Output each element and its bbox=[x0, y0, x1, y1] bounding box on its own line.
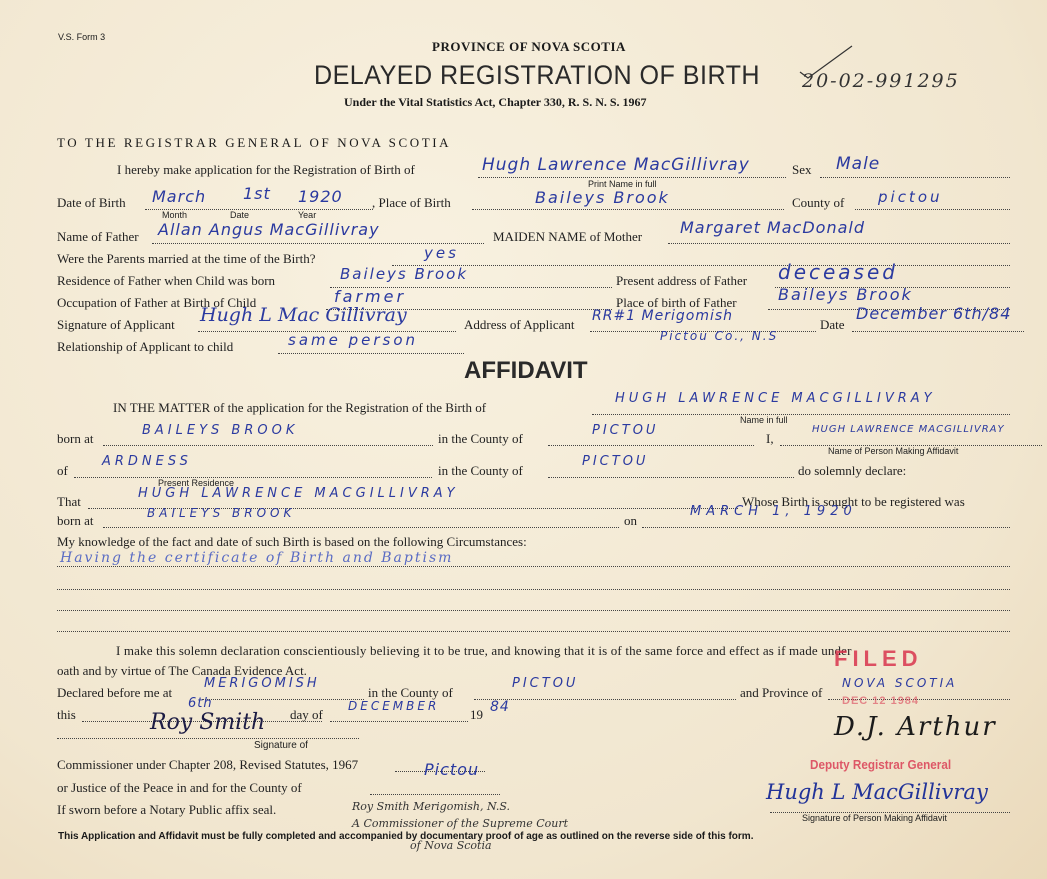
on-label: on bbox=[624, 513, 637, 528]
seal-line-2: A Commissioner of the Supreme Court bbox=[352, 817, 569, 830]
document-title: DELAYED REGISTRATION OF BIRTH bbox=[314, 60, 761, 90]
registrar-signature: D.J. Arthur bbox=[834, 712, 997, 742]
affiant-label: Signature of Person Making Affidavit bbox=[802, 813, 947, 823]
county-value: pictou bbox=[878, 188, 943, 206]
married-line bbox=[392, 265, 1010, 266]
child-name: Hugh Lawrence MacGillivray bbox=[482, 155, 750, 175]
knowledge-line-4 bbox=[57, 631, 1010, 632]
seal-line-1: Roy Smith Merigomish, N.S. bbox=[352, 800, 511, 813]
knowledge-label: My knowledge of the fact and date of such Birth is based on the following Circumstances: bbox=[57, 534, 527, 549]
pob-label: , Place of Birth bbox=[372, 195, 451, 210]
year-prefix: 19 bbox=[470, 707, 483, 722]
knowledge-line-1 bbox=[57, 566, 1010, 567]
on-value: MARCH 1, 1920 bbox=[690, 504, 857, 519]
deputy-registrar-stamp: Deputy Registrar General bbox=[810, 757, 952, 772]
occupation-value: farmer bbox=[334, 287, 407, 306]
relationship-value: same person bbox=[288, 331, 419, 349]
of-value: ARDNESS bbox=[102, 454, 192, 469]
knowledge-line-3 bbox=[57, 610, 1010, 611]
affidavit-county: PICTOU bbox=[592, 423, 659, 438]
sex-value: Male bbox=[836, 154, 881, 174]
dob-month: March bbox=[152, 187, 207, 206]
address-label: Address of Applicant bbox=[464, 317, 575, 332]
present-address-value: deceased bbox=[778, 260, 898, 284]
born-at-line bbox=[103, 445, 433, 446]
sex-label: Sex bbox=[792, 162, 812, 177]
present-address-label: Present address of Father bbox=[616, 273, 748, 288]
county-line-2 bbox=[548, 477, 794, 478]
province-value: NOVA SCOTIA bbox=[842, 676, 958, 690]
matter-line bbox=[592, 414, 1010, 415]
father-pob-label: Place of birth of Father bbox=[616, 295, 737, 310]
registration-number: 20-02-991295 bbox=[802, 70, 960, 92]
mother-name: Margaret MacDonald bbox=[680, 218, 865, 237]
declared-county-label: in the County of bbox=[368, 685, 453, 700]
commissioner-sig-line bbox=[57, 738, 359, 739]
person-value: HUGH LAWRENCE MACGILLIVRAY bbox=[812, 424, 1005, 435]
county-line-1 bbox=[548, 445, 754, 446]
year-hint: Year bbox=[298, 210, 317, 220]
that-label: That bbox=[57, 494, 81, 509]
father-label: Name of Father bbox=[57, 229, 139, 244]
filed-date-stamp: DEC 12 1984 bbox=[842, 695, 920, 707]
solemn-line-2: oath and by virtue of The Canada Evidence Act. bbox=[57, 663, 307, 678]
applicant-signature: Hugh L Mac Gillivray bbox=[200, 304, 407, 326]
signature-of-label: Signature of bbox=[254, 740, 308, 751]
residence-label: Residence of Father when Child was born bbox=[57, 273, 276, 288]
residence-value: Baileys Brook bbox=[340, 265, 469, 283]
in-county-label-2: in the County of bbox=[438, 463, 523, 478]
form-number: V.S. Form 3 bbox=[58, 32, 106, 42]
name-full-hint: Name in full bbox=[740, 415, 788, 425]
province-label: and Province of bbox=[740, 685, 823, 700]
month-hint: Month bbox=[162, 210, 188, 220]
county-label: County of bbox=[792, 195, 845, 210]
declared-value: MERIGOMISH bbox=[204, 676, 320, 691]
born-at-label: born at bbox=[57, 431, 94, 446]
pob-line bbox=[472, 209, 784, 210]
declared-county: PICTOU bbox=[512, 676, 579, 691]
father-name: Allan Angus MacGillivray bbox=[158, 220, 380, 239]
document-subtitle: Under the Vital Statistics Act, Chapter 330, R. S. N. S. 1967 bbox=[344, 95, 647, 109]
date-hint: Date bbox=[230, 210, 250, 220]
filed-stamp: FILED bbox=[834, 646, 923, 671]
signature-label: Signature of Applicant bbox=[57, 317, 175, 332]
sex-line bbox=[820, 177, 1010, 178]
notary-label: If sworn before a Notary Public affix seal. bbox=[57, 802, 277, 817]
dob-day: 1st bbox=[243, 184, 271, 203]
knowledge-line-2 bbox=[57, 589, 1010, 590]
affiant-signature: Hugh L MacGillivray bbox=[766, 780, 988, 804]
province-heading: PROVINCE OF NOVA SCOTIA bbox=[432, 39, 626, 54]
this-day-value: 6th bbox=[188, 696, 213, 711]
born-at-label-2: born at bbox=[57, 513, 94, 528]
i-label: I, bbox=[766, 431, 774, 446]
knowledge-value: Having the certificate of Birth and Baptism bbox=[60, 550, 454, 566]
matter-value: HUGH LAWRENCE MACGILLIVRAY bbox=[615, 391, 936, 406]
year-value: 84 bbox=[490, 699, 510, 715]
day-of-label: day of bbox=[290, 707, 323, 722]
jp-line bbox=[370, 794, 500, 795]
mother-line bbox=[668, 243, 1010, 244]
commissioner-signature: Roy Smith bbox=[150, 710, 266, 735]
name-line bbox=[478, 177, 786, 178]
this-label: this bbox=[57, 707, 76, 722]
footer-note: This Application and Affidavit must be fully completed and accompanied by documentary proof of age as outlined on the reverse side of this form. bbox=[58, 831, 754, 842]
person-hint: Name of Person Making Affidavit bbox=[828, 446, 959, 456]
registrar-address: TO THE REGISTRAR GENERAL OF NOVA SCOTIA bbox=[57, 135, 452, 150]
born-at-value: BAILEYS BROOK bbox=[142, 423, 299, 438]
mother-label: MAIDEN NAME of Mother bbox=[493, 229, 643, 244]
affidavit-county-2: PICTOU bbox=[582, 454, 649, 469]
date-value: December 6th/84 bbox=[856, 304, 1012, 323]
commissioner-label: Commissioner under Chapter 208, Revised Statutes, 1967 bbox=[57, 757, 359, 772]
jp-value: Pictou bbox=[424, 760, 480, 779]
of-label: of bbox=[57, 463, 68, 478]
seal-line-3: of Nova Scotia bbox=[410, 839, 492, 852]
county-line bbox=[855, 209, 1010, 210]
father-pob-value: Baileys Brook bbox=[778, 285, 913, 304]
married-label: Were the Parents married at the time of the Birth? bbox=[57, 251, 316, 266]
print-name-hint: Print Name in full bbox=[588, 179, 657, 189]
occupation-label: Occupation of Father at Birth of Child bbox=[57, 295, 257, 310]
solemn-line-1: I make this solemn declaration conscientiously believing it to be true, and knowing that it is of the same force and effect as if made under bbox=[116, 643, 852, 658]
month-line bbox=[330, 721, 468, 722]
intro-label: I hereby make application for the Registration of Birth of bbox=[117, 162, 415, 177]
dob-year: 1920 bbox=[298, 187, 343, 206]
address-value-2: Pictou Co., N.S bbox=[660, 329, 779, 343]
affidavit-heading: AFFIDAVIT bbox=[464, 357, 588, 384]
declared-county-line bbox=[474, 699, 736, 700]
declared-label: Declared before me at bbox=[57, 685, 173, 700]
check-mark-icon bbox=[796, 42, 856, 82]
whose-label: Whose Birth is sought to be registered was bbox=[742, 494, 965, 509]
month-value: DECEMBER bbox=[348, 699, 440, 713]
relationship-label: Relationship of Applicant to child bbox=[57, 339, 234, 354]
on-line bbox=[642, 527, 1010, 528]
relationship-line bbox=[278, 353, 464, 354]
of-line bbox=[74, 477, 432, 478]
present-residence-hint: Present Residence bbox=[158, 478, 235, 488]
born-at-value-2: BAILEYS BROOK bbox=[147, 506, 296, 520]
declared-line bbox=[202, 699, 364, 700]
pob-value: Baileys Brook bbox=[535, 188, 670, 207]
date-line bbox=[852, 331, 1024, 332]
address-value: RR#1 Merigomish bbox=[592, 308, 734, 324]
jp-label: or Justice of the Peace in and for the County of bbox=[57, 780, 302, 795]
matter-label: IN THE MATTER of the application for the Registration of the Birth of bbox=[113, 400, 487, 415]
married-value: yes bbox=[424, 244, 459, 262]
that-value: HUGH LAWRENCE MACGILLIVRAY bbox=[138, 486, 459, 501]
date-label: Date bbox=[820, 317, 845, 332]
in-county-label: in the County of bbox=[438, 431, 523, 446]
declare-label: do solemnly declare: bbox=[798, 463, 907, 478]
dob-label: Date of Birth bbox=[57, 195, 126, 210]
born-at-line-2 bbox=[103, 527, 619, 528]
